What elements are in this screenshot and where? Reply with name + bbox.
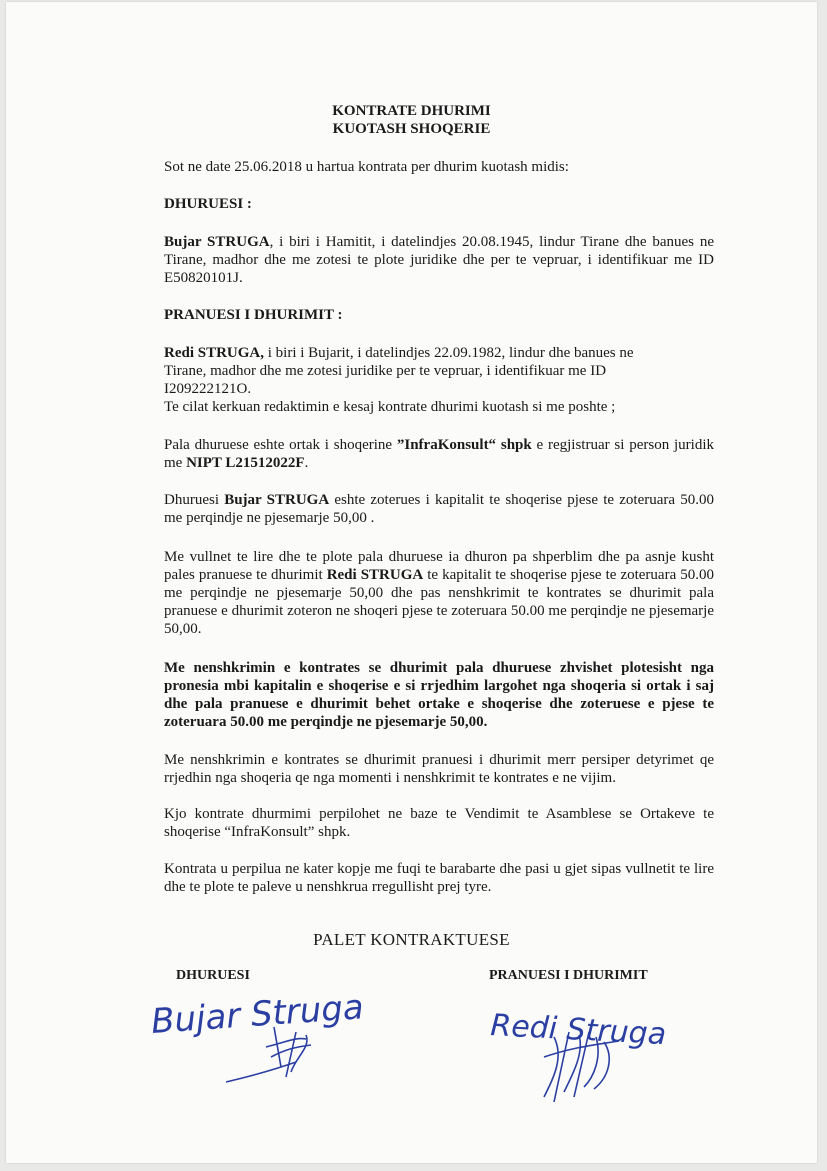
recipient-paragraph [164,344,714,416]
transfer-text-2: te kapitalit te shoqerise pjese te zoteruara 50.00 me perqindje ne pjesemarje 50,00 dhe pas nenshkrimit te kontrates se dhurimit pala pranuese e dhurimit zoteron ne shoqeri pjese te zoteruara 50.00 me perqindje ne pjesemarje 50,00. [164,567,714,637]
donor-signature-text: Bujar Struga [149,987,365,1042]
owner-text-1: Dhuruesi [164,492,225,508]
intro-paragraph: Sot ne date 25.06.2018 u hartua kontrata per dhurim kuotash midis: [164,159,569,175]
company-name: ”InfraKonsult“ shpk [396,437,532,453]
recipient-heading: PRANUESI I DHURIMIT : [164,307,343,323]
recipient-signature-label: PRANUESI I DHURIMIT [489,968,648,983]
transfer-text-1: Me vullnet te lire dhe te plote pala dhuruese ia dhuron pa shperblim dhe pa asnje kusht pales pranuese te dhurimit [164,549,714,583]
recipient-signature-text: Redi Struga [489,1008,667,1053]
title-line-2: KUOTASH SHOQERIE [332,121,491,137]
owner-paragraph [164,491,714,527]
recipient-details-line-3: I209222121O. [164,381,252,397]
parties-heading: PALET KONTRAKTUESE [313,930,510,949]
title-line-1: KONTRATE DHURIMI [332,103,491,119]
donor-details: , i biri i Hamitit, i datelindjes 20.08.1945, lindur Tirane dhe banues ne Tirane, madhor dhe me zotesi te plote juridike dhe per te vepruar, i identifikuar me ID E50820101J. [164,234,715,286]
recipient-signature [484,997,694,1117]
basis-paragraph: Kjo kontrate dhurmimi perpilohet ne baze te Vendimit te Asamblese se Ortakeve te shoqerise “InfraKonsult” shpk. [164,806,714,840]
transfer-recipient-name: Redi STRUGA [326,567,424,583]
donor-heading: DHURUESI : [164,196,252,212]
owner-text-2: eshte zoterues i kapitalit te shoqerise pjese te zoteruara 50.00 me perqindje ne pjesemarje 50,00 . [164,492,714,526]
donor-name: Bujar STRUGA [164,234,270,250]
partner-text-1: Pala dhuruese eshte ortak i shoqerine [164,437,397,453]
recipient-details-line-4: Te cilat kerkuan redaktimin e kesaj kontrate dhurimi kuotash si me poshte ; [164,399,616,415]
transfer-paragraph [164,548,714,638]
partner-text-2: e regjistruar si person juridik me [164,437,714,471]
obligations-paragraph: Me nenshkrimin e kontrates se dhurimit pranuesi i dhurimit merr persiper detyrimet qe rrjedhin nga shoqeria qe nga momenti i nenshkrimit te kontrates e ne vijim. [164,752,714,786]
recipient-details-line-2: Tirane, madhor dhe me zotesi juridike per te vepruar, i identifikuar me ID [164,363,607,379]
recipient-details-line-1: i biri i Bujarit, i datelindjes 22.09.1982, lindur dhe banues ne [264,345,634,361]
document-title [6,102,817,138]
nipt-number: NIPT L21512022F [186,455,305,471]
ownership-transfer-paragraph: Me nenshkrimin e kontrates se dhurimit pala dhuruese zhvishet plotesisht nga pronesia mbi kapitalin e shoqerise e si rrjedhim largohet nga shoqeria si ortak i saj dhe pala pranuese e dhurimit behet ortake e shoqerise dhe zoteruese e pjese te zoteruara 50.00 me perqindje ne pjesemarje 50,00. [164,660,714,730]
donor-signature [146,987,396,1097]
recipient-name: Redi STRUGA, [164,345,265,361]
partner-paragraph [164,436,714,472]
donor-signature-label: DHURUESI [176,968,250,983]
owner-name: Bujar STRUGA [224,492,330,508]
document-page [6,2,817,1163]
partner-text-3: . [304,455,309,471]
donor-paragraph [164,233,714,287]
copies-paragraph: Kontrata u perpilua ne kater kopje me fuqi te barabarte dhe pasi u gjet sipas vullnetit te lire dhe te plote te paleve u nenshkrua rregullisht prej tyre. [164,861,714,895]
